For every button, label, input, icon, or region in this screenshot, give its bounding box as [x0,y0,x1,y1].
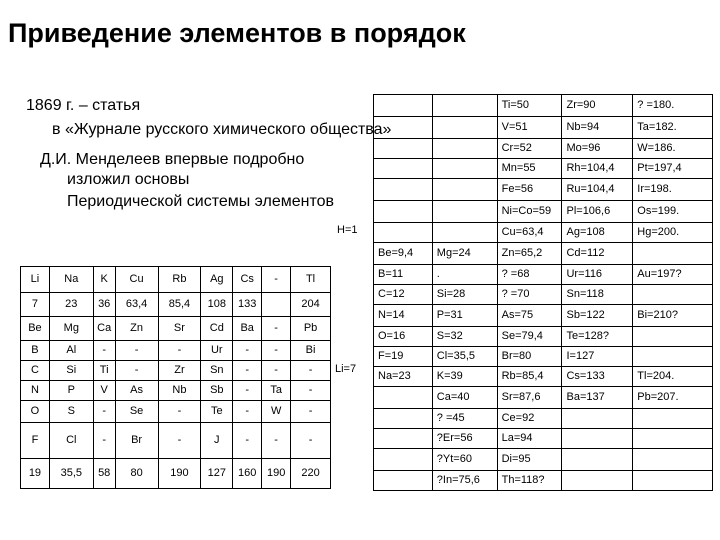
mendeleev-1869-table [373,94,713,491]
table-cell: Bi [291,341,331,361]
table-cell: Cs=133 [562,367,633,387]
table-cell: Ce=92 [497,409,562,429]
table-cell: - [233,401,262,423]
table-cell: - [233,361,262,381]
table-cell: 133 [233,293,262,317]
table-cell: W=186. [633,139,713,159]
intro-line-3: Д.И. Менделеев впервые подробно [40,151,305,168]
table-cell [374,429,433,449]
table-row [374,327,713,347]
table-cell [262,293,291,317]
table-cell: ? =180. [633,95,713,117]
table-cell: Cr=52 [497,139,562,159]
table-cell: - [291,423,331,459]
table-cell: - [233,341,262,361]
table-cell: Ur [201,341,233,361]
table-cell [432,95,497,117]
table-cell: 190 [158,459,201,489]
table-cell: Ta=182. [633,117,713,139]
table-cell: Be=9,4 [374,243,433,265]
table-cell: V=51 [497,117,562,139]
table-cell [432,223,497,243]
table-row [21,317,331,341]
table-cell: 36 [93,293,115,317]
table-cell: Ta [262,381,291,401]
table-cell [633,449,713,471]
table-cell: Au=197? [633,265,713,285]
table-cell: 35,5 [49,459,93,489]
table-cell: 7 [21,293,50,317]
table-cell: . [432,265,497,285]
table-cell: I=127 [562,347,633,367]
table-cell: - [158,341,201,361]
table-cell: Mg [49,317,93,341]
table-row [374,201,713,223]
table-cell: W [262,401,291,423]
table-cell: - [93,341,115,361]
table-cell: Pt=197,4 [633,159,713,179]
table-cell: B=11 [374,265,433,285]
table-cell: K [93,267,115,293]
table-cell: Di=95 [497,449,562,471]
table-cell: Ba [233,317,262,341]
table-cell [374,223,433,243]
table-cell: Na [49,267,93,293]
table-cell: - [93,423,115,459]
table-row [21,423,331,459]
intro-line-4: изложил основы [67,171,190,188]
table-cell: Rb=85,4 [497,367,562,387]
table-cell: K=39 [432,367,497,387]
table-cell: 127 [201,459,233,489]
table-cell: ?In=75,6 [432,471,497,491]
table-cell: 19 [21,459,50,489]
table-cell: Bi=210? [633,305,713,327]
table-cell [374,117,433,139]
table-cell: Os=199. [633,201,713,223]
table-row [374,387,713,409]
table-cell: Ag=108 [562,223,633,243]
table-cell: F=19 [374,347,433,367]
table-cell [633,429,713,449]
table-cell: Sr=87,6 [497,387,562,409]
table-cell: Be [21,317,50,341]
table-cell: Nb [158,381,201,401]
table-row [374,265,713,285]
table-cell [562,409,633,429]
table-cell: Ca [93,317,115,341]
table-row [374,243,713,265]
intro-line-5: Периодической системы элементов [67,193,335,210]
table-cell: Te [201,401,233,423]
table-cell: Sn=118 [562,285,633,305]
table-cell [374,387,433,409]
table-cell: - [291,381,331,401]
table-cell: 108 [201,293,233,317]
table-cell: Mn=55 [497,159,562,179]
table-cell: C=12 [374,285,433,305]
table-cell: Cl [49,423,93,459]
table-cell: Ru=104,4 [562,179,633,201]
table-cell: S [49,401,93,423]
table-cell [633,347,713,367]
table-cell: Al [49,341,93,361]
intro-line-2: в «Журнале русского химического общества» [52,121,392,138]
table-cell: Cd=112 [562,243,633,265]
table-cell: J [201,423,233,459]
table-row [21,401,331,423]
page-title: Приведение элементов в порядок [8,18,466,48]
table-row [374,429,713,449]
table-row [374,117,713,139]
table-cell [374,471,433,491]
table-cell: Tl [291,267,331,293]
table-row [21,341,331,361]
table-cell: O=16 [374,327,433,347]
table-cell [633,327,713,347]
table-cell: Mg=24 [432,243,497,265]
table-cell: Cu=63,4 [497,223,562,243]
table-cell: - [291,361,331,381]
table-cell: Na=23 [374,367,433,387]
table-cell: - [158,423,201,459]
table-cell: Sb=122 [562,305,633,327]
table-cell: Rh=104,4 [562,159,633,179]
lithium-label: Li=7 [335,363,357,375]
table-cell: Mo=96 [562,139,633,159]
table-cell: Hg=200. [633,223,713,243]
table-cell: Cl=35,5 [432,347,497,367]
table-cell: Rb [158,267,201,293]
table-cell: Pb=207. [633,387,713,409]
table-cell: S=32 [432,327,497,347]
table-row [374,409,713,429]
table-cell: F [21,423,50,459]
table-cell [374,449,433,471]
table-cell: Se [115,401,158,423]
intro-line-1: 1869 г. – статья [26,97,141,114]
table-cell [374,95,433,117]
table-cell [432,139,497,159]
table-cell: P [49,381,93,401]
table-cell: Cs [233,267,262,293]
table-row [21,293,331,317]
table-cell: 220 [291,459,331,489]
table-cell: As=75 [497,305,562,327]
table-cell [562,429,633,449]
table-cell: 23 [49,293,93,317]
table-cell: - [262,361,291,381]
table-cell: Zr=90 [562,95,633,117]
table-cell [432,179,497,201]
table-cell [562,449,633,471]
table-cell: 63,4 [115,293,158,317]
table-cell: Ca=40 [432,387,497,409]
table-cell: 80 [115,459,158,489]
table-cell [374,201,433,223]
table-cell: Te=128? [562,327,633,347]
table-cell: Se=79,4 [497,327,562,347]
table-row [21,267,331,293]
table-row [374,139,713,159]
table-cell [432,201,497,223]
table-cell [432,159,497,179]
table-cell: Br=80 [497,347,562,367]
table-cell: - [291,401,331,423]
table-row [374,449,713,471]
table-cell: ? =45 [432,409,497,429]
table-row [374,285,713,305]
table-cell: ?Er=56 [432,429,497,449]
table-cell: ? =70 [497,285,562,305]
table-cell: Ni=Co=59 [497,201,562,223]
table-cell [374,409,433,429]
table-row [374,347,713,367]
table-row [374,223,713,243]
table-cell: Ti=50 [497,95,562,117]
table-cell [374,159,433,179]
table-cell: Zn [115,317,158,341]
table-cell: V [93,381,115,401]
table-cell: B [21,341,50,361]
table-cell: ?Yt=60 [432,449,497,471]
hydrogen-label: H=1 [337,224,358,236]
table-cell: Zr [158,361,201,381]
modern-comparison-table [20,266,331,489]
table-cell: - [115,341,158,361]
table-cell: Cd [201,317,233,341]
table-cell: P=31 [432,305,497,327]
table-cell: Ti [93,361,115,381]
table-cell [562,471,633,491]
table-cell: 204 [291,293,331,317]
table-cell: - [93,401,115,423]
table-cell: - [158,401,201,423]
table-cell: 85,4 [158,293,201,317]
table-cell: - [233,423,262,459]
table-cell: N [21,381,50,401]
table-cell: - [262,341,291,361]
table-cell: - [262,267,291,293]
table-cell: As [115,381,158,401]
table-cell: 190 [262,459,291,489]
table-cell: Zn=65,2 [497,243,562,265]
table-cell: La=94 [497,429,562,449]
table-cell: Li [21,267,50,293]
table-cell: Pb [291,317,331,341]
table-cell: Tl=204. [633,367,713,387]
table-cell: O [21,401,50,423]
table-cell: ? =68 [497,265,562,285]
table-cell [374,139,433,159]
table-cell: Cu [115,267,158,293]
table-cell [633,471,713,491]
table-cell: - [262,423,291,459]
table-cell: Si [49,361,93,381]
table-cell: C [21,361,50,381]
table-row [374,179,713,201]
table-cell: Ba=137 [562,387,633,409]
table-cell [633,285,713,305]
table-cell [432,117,497,139]
table-row [374,159,713,179]
table-row [374,95,713,117]
table-cell: Ir=198. [633,179,713,201]
table-cell: Ur=116 [562,265,633,285]
table-cell: - [115,361,158,381]
table-row [374,367,713,387]
table-cell: Sr [158,317,201,341]
table-cell: Si=28 [432,285,497,305]
table-cell: Sb [201,381,233,401]
table-row [374,305,713,327]
table-row [374,471,713,491]
table-cell: 160 [233,459,262,489]
table-cell: Ag [201,267,233,293]
table-row [21,381,331,401]
table-cell: Fe=56 [497,179,562,201]
table-cell [633,409,713,429]
table-cell: - [233,381,262,401]
table-cell: 58 [93,459,115,489]
table-row [21,459,331,489]
table-row [21,361,331,381]
table-cell: Th=118? [497,471,562,491]
table-cell: Sn [201,361,233,381]
table-cell [633,243,713,265]
table-cell: N=14 [374,305,433,327]
table-cell: Nb=94 [562,117,633,139]
table-cell: Pl=106,6 [562,201,633,223]
table-cell [374,179,433,201]
table-cell: - [262,317,291,341]
table-cell: Br [115,423,158,459]
